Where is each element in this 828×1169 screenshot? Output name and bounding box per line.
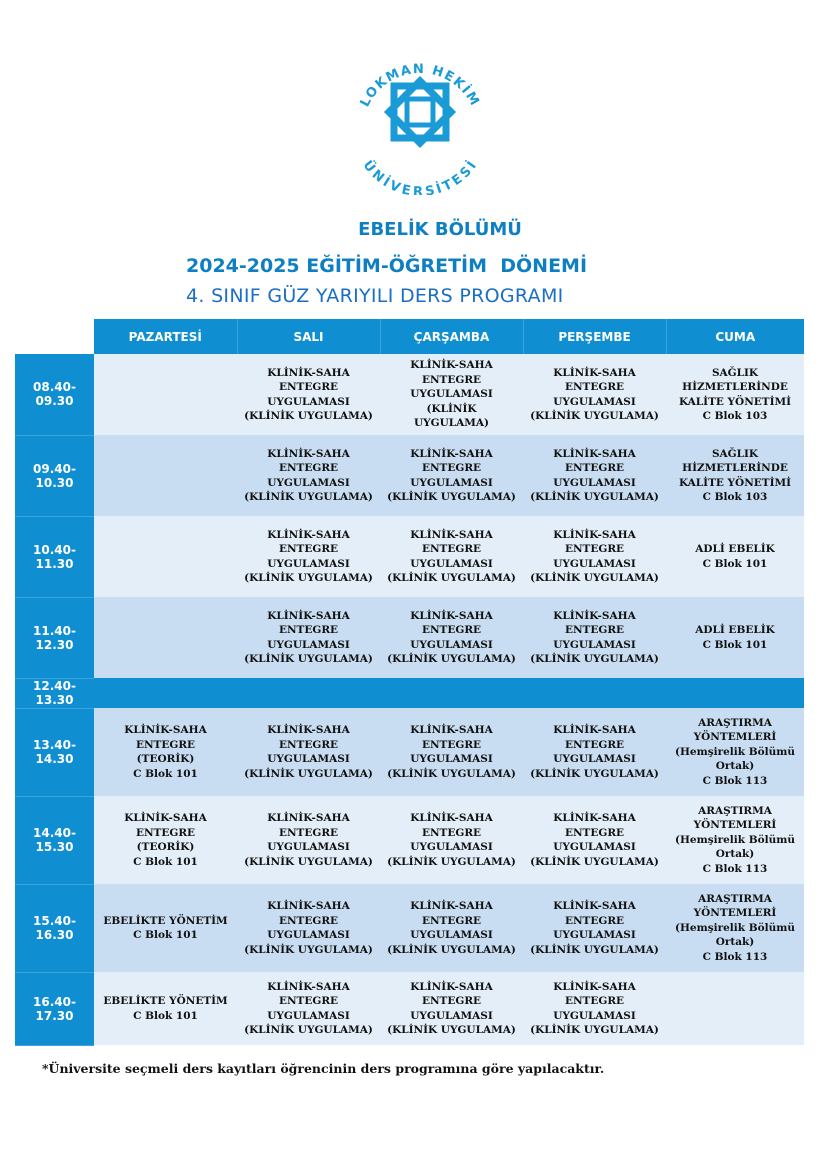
course-line: ADLİ EBELİK [695, 624, 775, 636]
logo-arc-top-text: LOKMAN HEKİM [357, 61, 483, 110]
course-line: ENTEGRE [278, 543, 339, 555]
course-line: KLİNİK-SAHA [410, 724, 493, 736]
course-cell [237, 796, 380, 884]
course-line: (KLİNİK [426, 402, 477, 415]
course-line: ENTEGRE [564, 462, 625, 474]
course-cell [666, 516, 804, 597]
course-line: (KLİNİK UYGULAMA) [244, 943, 373, 956]
course-line: ENTEGRE [421, 373, 482, 386]
course-line: YÖNTEMLERİ [693, 731, 777, 744]
day-header: ÇARŞAMBA [380, 319, 523, 354]
course-line: C Blok 101 [702, 557, 768, 570]
time-slot: 10.40-11.30 [15, 516, 94, 597]
course-line: UYGULAMASI [410, 638, 493, 651]
time-slot: 14.40-15.30 [15, 796, 94, 884]
course-line: SAĞLIK [711, 366, 759, 379]
course-line: ENTEGRE [278, 462, 339, 474]
course-line: (KLİNİK UYGULAMA) [530, 855, 659, 868]
table-row [15, 972, 804, 1045]
course-line: KLİNİK-SAHA [553, 366, 636, 379]
course-line: HİZMETLERİNDE [682, 462, 788, 474]
course-line: ENTEGRE [278, 914, 339, 927]
course-line: ENTEGRE [564, 738, 625, 751]
course-line: EBELİKTE YÖNETİM [103, 914, 228, 927]
course-line: (KLİNİK UYGULAMA) [530, 1024, 659, 1036]
time-slot: 16.40-17.30 [15, 972, 94, 1045]
course-line: UYGULAMASI [267, 638, 350, 651]
logo-arc-bottom-text: ÜNİVERSİTESİ [359, 157, 481, 195]
course-line: (KLİNİK UYGULAMA) [530, 491, 659, 503]
course-line: KLİNİK-SAHA [410, 812, 493, 824]
course-cell [380, 884, 523, 972]
course-line: KLİNİK-SAHA [410, 900, 493, 912]
course-line: C Blok 103 [702, 491, 768, 503]
course-cell [237, 972, 380, 1045]
course-line: YÖNTEMLERİ [693, 907, 777, 920]
course-cell [94, 435, 237, 516]
course-cell [380, 435, 523, 516]
department-title: EBELİK BÖLÜMÜ [358, 219, 522, 240]
course-line: UYGULAMASI [410, 929, 493, 941]
course-line: ENTEGRE [421, 826, 482, 839]
course-cell [666, 884, 804, 972]
table-row [15, 708, 804, 796]
course-line: (KLİNİK UYGULAMA) [387, 855, 516, 868]
course-line: ARAŞTIRMA [698, 716, 772, 729]
course-line: ENTEGRE [278, 624, 339, 636]
table-row [15, 597, 804, 678]
course-line: KLİNİK-SAHA [267, 980, 350, 993]
logo-knot-icon [389, 81, 451, 143]
course-line: UYGULAMASI [553, 1009, 636, 1022]
course-line: UYGULAMASI [553, 929, 636, 941]
course-line: ENTEGRE [278, 381, 339, 393]
lunch-break-bar [94, 678, 804, 708]
course-cell [523, 796, 666, 884]
course-line: KLİNİK-SAHA [553, 812, 636, 824]
time-slot: 13.40-14.30 [15, 708, 94, 796]
course-line: KLİNİK-SAHA [410, 980, 493, 993]
course-line: UYGULAMASI [267, 476, 350, 489]
course-line: UYGULAMASI [410, 1009, 493, 1022]
course-line: UYGULAMASI [267, 841, 350, 853]
course-line: C Blok 113 [702, 774, 768, 787]
course-cell [523, 435, 666, 516]
course-line: UYGULAMASI [267, 929, 350, 941]
course-line: KLİNİK-SAHA [267, 528, 350, 541]
course-line: KLİNİK-SAHA [267, 900, 350, 912]
course-line: ENTEGRE [421, 995, 482, 1007]
course-line: C Blok 103 [702, 410, 768, 422]
course-line: KLİNİK-SAHA [410, 528, 493, 541]
course-cell [666, 708, 804, 796]
course-cell [94, 597, 237, 678]
course-line: Ortak) [715, 936, 755, 949]
schedule-table [15, 319, 804, 1046]
course-line: ENTEGRE [564, 914, 625, 927]
course-line: UYGULAMASI [410, 753, 493, 765]
course-line: ARAŞTIRMA [698, 892, 772, 905]
table-row [15, 435, 804, 516]
course-line: (KLİNİK UYGULAMA) [244, 1024, 373, 1036]
course-cell [94, 354, 237, 435]
course-line: (Hemşirelik Bölümü [675, 921, 795, 934]
course-line: KLİNİK-SAHA [410, 447, 493, 460]
course-line: (KLİNİK UYGULAMA) [387, 767, 516, 780]
course-line: UYGULAMASI [267, 1009, 350, 1022]
academic-year-title: 2024-2025 EĞİTİM-ÖĞRETİM DÖNEMİ [186, 255, 588, 277]
course-line: KLİNİK-SAHA [267, 366, 350, 379]
course-line: C Blok 101 [702, 638, 768, 651]
course-line: UYGULAMASI [553, 841, 636, 853]
course-line: UYGULAMASI [553, 753, 636, 765]
course-line: UYGULAMASI [553, 638, 636, 651]
course-line: KLİNİK-SAHA [553, 900, 636, 912]
course-cell [237, 884, 380, 972]
course-line: KLİNİK-SAHA [267, 447, 350, 460]
course-cell [380, 796, 523, 884]
course-line: (Hemşirelik Bölümü [675, 833, 795, 846]
course-line: (KLİNİK UYGULAMA) [387, 572, 516, 584]
course-line: KLİNİK-SAHA [267, 812, 350, 824]
course-line: KLİNİK-SAHA [553, 528, 636, 541]
course-cell [666, 796, 804, 884]
course-line: ENTEGRE [564, 826, 625, 839]
time-slot: 09.40-10.30 [15, 435, 94, 516]
course-line: KLİNİK-SAHA [553, 609, 636, 622]
program-title: 4. SINIF GÜZ YARIYILI DERS PROGRAMI [186, 285, 564, 307]
course-cell [237, 708, 380, 796]
course-cell [666, 597, 804, 678]
course-cell [237, 354, 380, 435]
course-line: KLİNİK-SAHA [553, 447, 636, 460]
course-line: EBELİKTE YÖNETİM [103, 995, 228, 1007]
course-line: ENTEGRE [278, 738, 339, 751]
course-line: ENTEGRE [564, 624, 625, 636]
course-cell [94, 796, 237, 884]
course-line: ENTEGRE [278, 826, 339, 839]
course-line: KLİNİK-SAHA [267, 724, 350, 736]
course-line: ENTEGRE [421, 624, 482, 636]
course-line: C Blok 113 [702, 950, 768, 963]
course-line: (KLİNİK UYGULAMA) [244, 491, 373, 503]
course-cell [380, 516, 523, 597]
course-line: ENTEGRE [421, 543, 482, 555]
course-line: C Blok 101 [133, 855, 198, 868]
table-row [15, 678, 804, 708]
course-line: KALİTE YÖNETİMİ [678, 476, 792, 489]
course-line: (KLİNİK UYGULAMA) [244, 767, 373, 780]
course-line: (KLİNİK UYGULAMA) [530, 572, 659, 584]
time-slot: 11.40-12.30 [15, 597, 94, 678]
table-row [15, 796, 804, 884]
course-line: (KLİNİK UYGULAMA) [244, 653, 373, 665]
course-line: KLİNİK-SAHA [267, 609, 350, 622]
course-line: ENTEGRE [421, 462, 482, 474]
course-line: ENTEGRE [135, 826, 196, 839]
course-line: UYGULAMASI [553, 557, 636, 570]
course-line: C Blok 113 [702, 862, 768, 875]
course-line: C Blok 101 [133, 1009, 198, 1022]
course-line: KLİNİK-SAHA [553, 980, 636, 993]
table-row [15, 516, 804, 597]
course-cell [523, 597, 666, 678]
course-line: ENTEGRE [135, 738, 196, 751]
course-line: (KLİNİK UYGULAMA) [244, 572, 373, 584]
course-line: KLİNİK-SAHA [410, 359, 493, 372]
course-cell [523, 972, 666, 1045]
course-line: ENTEGRE [564, 543, 625, 555]
day-header: CUMA [666, 319, 804, 354]
time-slot: 12.40-13.30 [15, 678, 94, 708]
course-line: Ortak) [715, 848, 755, 861]
course-line: (KLİNİK UYGULAMA) [244, 855, 373, 868]
course-line: ENTEGRE [421, 914, 482, 927]
course-cell [380, 972, 523, 1045]
course-cell [666, 354, 804, 435]
course-cell [523, 516, 666, 597]
course-line: ARAŞTIRMA [698, 804, 772, 817]
course-cell [380, 354, 523, 435]
course-line: (TEORİK) [136, 753, 195, 765]
course-cell [523, 708, 666, 796]
course-line: KLİNİK-SAHA [124, 812, 207, 824]
course-line: (KLİNİK UYGULAMA) [530, 653, 659, 665]
course-line: (KLİNİK UYGULAMA) [530, 410, 659, 422]
time-slot: 15.40-16.30 [15, 884, 94, 972]
day-header: PAZARTESİ [94, 319, 237, 354]
course-line: ENTEGRE [564, 995, 625, 1007]
day-header-row [15, 319, 804, 354]
course-line: SAĞLIK [711, 447, 759, 460]
course-line: (TEORİK) [136, 841, 195, 853]
course-line: (Hemşirelik Bölümü [675, 745, 795, 758]
course-line: UYGULAMASI [267, 753, 350, 765]
course-line: (KLİNİK UYGULAMA) [387, 491, 516, 503]
course-line: ENTEGRE [278, 995, 339, 1007]
day-header: PERŞEMBE [523, 319, 666, 354]
course-line: KLİNİK-SAHA [410, 609, 493, 622]
course-line: (KLİNİK UYGULAMA) [530, 943, 659, 956]
course-line: HİZMETLERİNDE [682, 381, 788, 393]
course-cell [94, 516, 237, 597]
course-cell [94, 708, 237, 796]
course-cell [523, 354, 666, 435]
university-logo [345, 50, 495, 195]
course-line: C Blok 101 [133, 929, 198, 941]
time-slot: 08.40-09.30 [15, 354, 94, 435]
footnote: *Üniversite seçmeli ders kayıtları öğrencinin ders programına göre yapılacaktır. [42, 1061, 605, 1076]
table-row [15, 884, 804, 972]
course-line: UYGULAMASI [410, 557, 493, 570]
course-line: KALİTE YÖNETİMİ [678, 395, 792, 408]
course-line: KLİNİK-SAHA [124, 724, 207, 736]
course-cell [237, 516, 380, 597]
course-line: KLİNİK-SAHA [553, 724, 636, 736]
course-line: UYGULAMASI [267, 395, 350, 408]
course-line: UYGULAMASI [553, 476, 636, 489]
course-line: (KLİNİK UYGULAMA) [387, 943, 516, 956]
day-header: SALI [237, 319, 380, 354]
course-line: UYGULAMA) [413, 417, 490, 430]
course-line: (KLİNİK UYGULAMA) [530, 767, 659, 780]
course-line: (KLİNİK UYGULAMA) [387, 1024, 516, 1036]
course-line: UYGULAMASI [410, 388, 493, 401]
course-cell [666, 972, 804, 1045]
course-line: UYGULAMASI [410, 841, 493, 853]
course-line: YÖNTEMLERİ [693, 819, 777, 832]
course-line: C Blok 101 [133, 767, 198, 780]
course-cell [94, 972, 237, 1045]
header-corner [15, 319, 94, 354]
course-line: ADLİ EBELİK [695, 543, 775, 555]
course-line: ENTEGRE [564, 381, 625, 393]
course-cell [237, 435, 380, 516]
course-line: UYGULAMASI [553, 395, 636, 408]
course-cell [523, 884, 666, 972]
course-line: UYGULAMASI [410, 476, 493, 489]
course-cell [666, 435, 804, 516]
course-cell [380, 708, 523, 796]
course-line: ENTEGRE [421, 738, 482, 751]
course-line: (KLİNİK UYGULAMA) [244, 410, 373, 422]
course-cell [237, 597, 380, 678]
course-line: Ortak) [715, 760, 755, 773]
course-cell [94, 884, 237, 972]
course-cell [380, 597, 523, 678]
course-line: UYGULAMASI [267, 557, 350, 570]
course-line: (KLİNİK UYGULAMA) [387, 653, 516, 665]
table-row [15, 354, 804, 435]
